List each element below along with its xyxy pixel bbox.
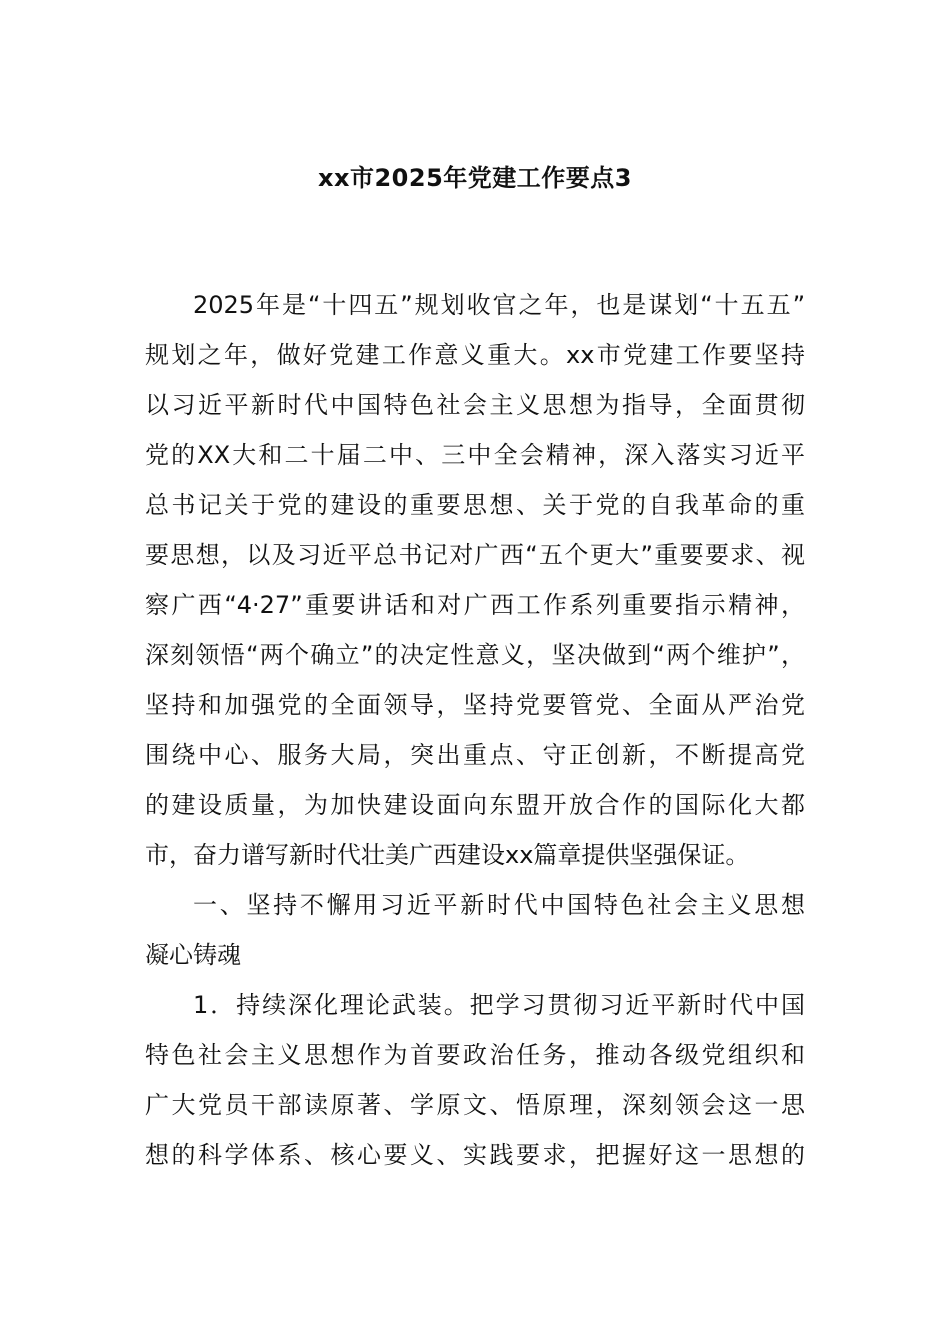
paragraph-line: 2025年是“十四五”规划收官之年，也是谋划“十五五”	[193, 291, 805, 319]
paragraph-line: 深刻领悟“两个确立”的决定性意义，坚决做到“两个维护”，	[145, 641, 805, 669]
paragraph-line: 想的科学体系、核心要义、实践要求，把握好这一思想的	[145, 1141, 805, 1169]
paragraph-line: 的建设质量，为加快建设面向东盟开放合作的国际化大都	[145, 791, 805, 819]
section-heading-line: 一、坚持不懈用习近平新时代中国特色社会主义思想	[193, 891, 805, 919]
document-body	[145, 280, 805, 1180]
paragraph-line: 市，奋力谱写新时代壮美广西建设xx篇章提供坚强保证。	[145, 841, 750, 869]
paragraph-line: 要思想，以及习近平总书记对广西“五个更大”重要要求、视	[145, 541, 805, 569]
paragraph-line: 总书记关于党的建设的重要思想、关于党的自我革命的重	[145, 491, 805, 519]
paragraph-line: 规划之年，做好党建工作意义重大。xx市党建工作要坚持	[145, 341, 805, 369]
paragraph-line: 以习近平新时代中国特色社会主义思想为指导，全面贯彻	[145, 391, 805, 419]
paragraph-line: 1．持续深化理论武装。把学习贯彻习近平新时代中国	[193, 991, 805, 1019]
paragraph-line: 围绕中心、服务大局，突出重点、守正创新，不断提高党	[145, 741, 805, 769]
section-heading-line: 凝心铸魂	[145, 941, 241, 969]
paragraph-line: 特色社会主义思想作为首要政治任务，推动各级党组织和	[145, 1041, 805, 1069]
paragraph-line: 察广西“4·27”重要讲话和对广西工作系列重要指示精神，	[145, 591, 805, 619]
paragraph-line: 广大党员干部读原著、学原文、悟原理，深刻领会这一思	[145, 1091, 805, 1119]
document-title: xx市2025年党建工作要点3	[318, 164, 632, 192]
paragraph-line: 坚持和加强党的全面领导，坚持党要管党、全面从严治党	[145, 691, 805, 719]
paragraph-line: 党的XX大和二十届二中、三中全会精神，深入落实习近平	[145, 441, 805, 469]
